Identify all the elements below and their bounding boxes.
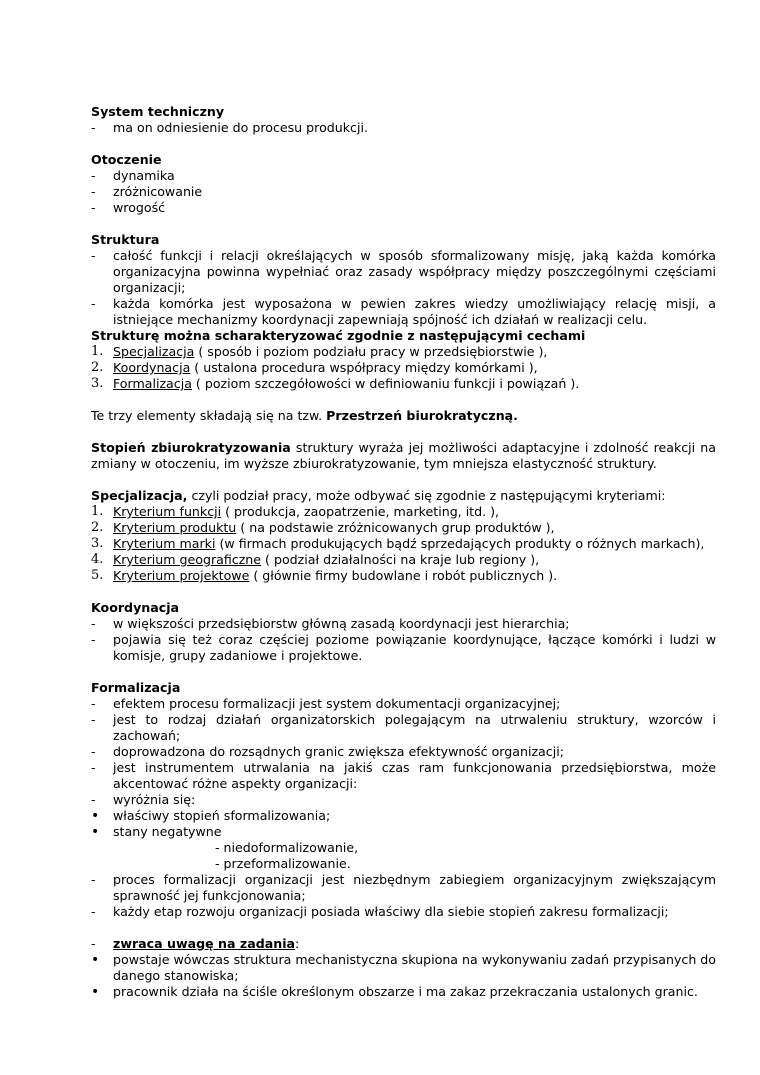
list-item: - efektem procesu formalizacji jest system dokumentacji organizacyjnej;	[91, 696, 716, 712]
numbered-item: 1. Specjalizacja ( sposób i poziom podziału pracy w przedsiębiorstwie ),	[91, 344, 548, 359]
stopien-paragraph: Stopień zbiurokratyzowania struktury wyraża jej możliwości adaptacyjne i zdolność reakcji na zmiany w otoczeniu, im wyższe zbiurokratyzowanie, tym mniejsza elastyczność struktury.	[91, 440, 716, 471]
numbered-item: 1. Kryterium funkcji ( produkcja, zaopatrzenie, marketing, itd. ),	[91, 504, 500, 519]
bullet-item: • stany negatywne	[91, 824, 716, 840]
numbered-item: 3. Kryterium marki (w firmach produkujących bądź sprzedających produkty o różnych markach),	[91, 536, 705, 551]
list-item: - wyróżnia się:	[91, 792, 716, 808]
zadania-heading: - zwraca uwagę na zadania:	[91, 936, 716, 952]
heading-formalizacja: Formalizacja	[91, 680, 181, 695]
heading-system-techniczny: System techniczny	[91, 104, 225, 119]
list-item: - dynamika	[91, 168, 716, 184]
sub-item: - niedoformalizowanie,	[215, 840, 359, 855]
list-item: - zróżnicowanie	[91, 184, 716, 200]
heading-struktura: Struktura	[91, 232, 160, 247]
bullet-item: • pracownik działa na ściśle określonym obszarze i ma zakaz przekraczania ustalonych granic.	[91, 984, 716, 1000]
document-page	[91, 104, 716, 1000]
list-item: - pojawia się też coraz częściej poziome powiązanie koordynujące, łączące komórki i ludzi w komisje, grupy zadaniowe i projektowe.	[91, 632, 716, 664]
heading-cechy: Strukturę można scharakteryzować zgodnie z następującymi cechami	[91, 328, 586, 343]
list-item: - proces formalizacji organizacji jest niezbędnym zabiegiem organizacyjnym zwiększającym sprawność jej funkcjonowania;	[91, 872, 716, 904]
specjalizacja-intro: Specjalizacja, czyli podział pracy, może odbywać się zgodnie z następującymi kryteriami:	[91, 488, 666, 503]
bullet-item: • powstaje wówczas struktura mechanistyczna skupiona na wykonywaniu zadań przypisanych do danego stanowiska;	[91, 952, 716, 984]
list-item: - każda komórka jest wyposażona w pewien zakres wiedzy umożliwiający relację misji, a istniejące mechanizmy koordynacji zapewniają spójność ich działań w realizacji celu.	[91, 296, 716, 328]
list-item: - jest to rodzaj działań organizatorskich polegającym na utrwaleniu struktury, wzorców i zachowań;	[91, 712, 716, 744]
bullet-item: • właściwy stopień sformalizowania;	[91, 808, 716, 824]
numbered-item: 3. Formalizacja ( poziom szczegółowości w definiowaniu funkcji i powiązań ).	[91, 376, 580, 391]
heading-otoczenie: Otoczenie	[91, 152, 162, 167]
list-item: - wrogość	[91, 200, 716, 216]
sub-item: - przeformalizowanie.	[215, 856, 351, 871]
heading-koordynacja: Koordynacja	[91, 600, 180, 615]
numbered-item: 5. Kryterium projektowe ( głównie firmy budowlane i robót publicznych ).	[91, 568, 558, 583]
numbered-item: 2. Kryterium produktu ( na podstawie zróżnicowanych grup produktów ),	[91, 520, 555, 535]
list-item: - doprowadzona do rozsądnych granic zwiększa efektywność organizacji;	[91, 744, 716, 760]
list-item: - jest instrumentem utrwalania na jakiś czas ram funkcjonowania przedsiębiorstwa, może akcentować różne aspekty organizacji:	[91, 760, 716, 792]
list-item: - każdy etap rozwoju organizacji posiada właściwy dla siebie stopień zakresu formalizacji;	[91, 904, 716, 920]
numbered-item: 4. Kryterium geograficzne ( podział działalności na kraje lub regiony ),	[91, 552, 540, 567]
list-item: - całość funkcji i relacji określających w sposób sformalizowany misję, jaką każda komórka organizacyjna powinna wypełniać oraz zasady współpracy między poszczególnymi częściami organizacji;	[91, 248, 716, 296]
numbered-item: 2. Koordynacja ( ustalona procedura współpracy między komórkami ),	[91, 360, 538, 375]
list-item: - ma on odniesienie do procesu produkcji.	[91, 120, 716, 136]
list-item: - w większości przedsiębiorstw główną zasadą koordynacji jest hierarchia;	[91, 616, 716, 632]
przestrzen-paragraph: Te trzy elementy składają się na tzw. Przestrzeń biurokratyczną.	[91, 408, 518, 423]
